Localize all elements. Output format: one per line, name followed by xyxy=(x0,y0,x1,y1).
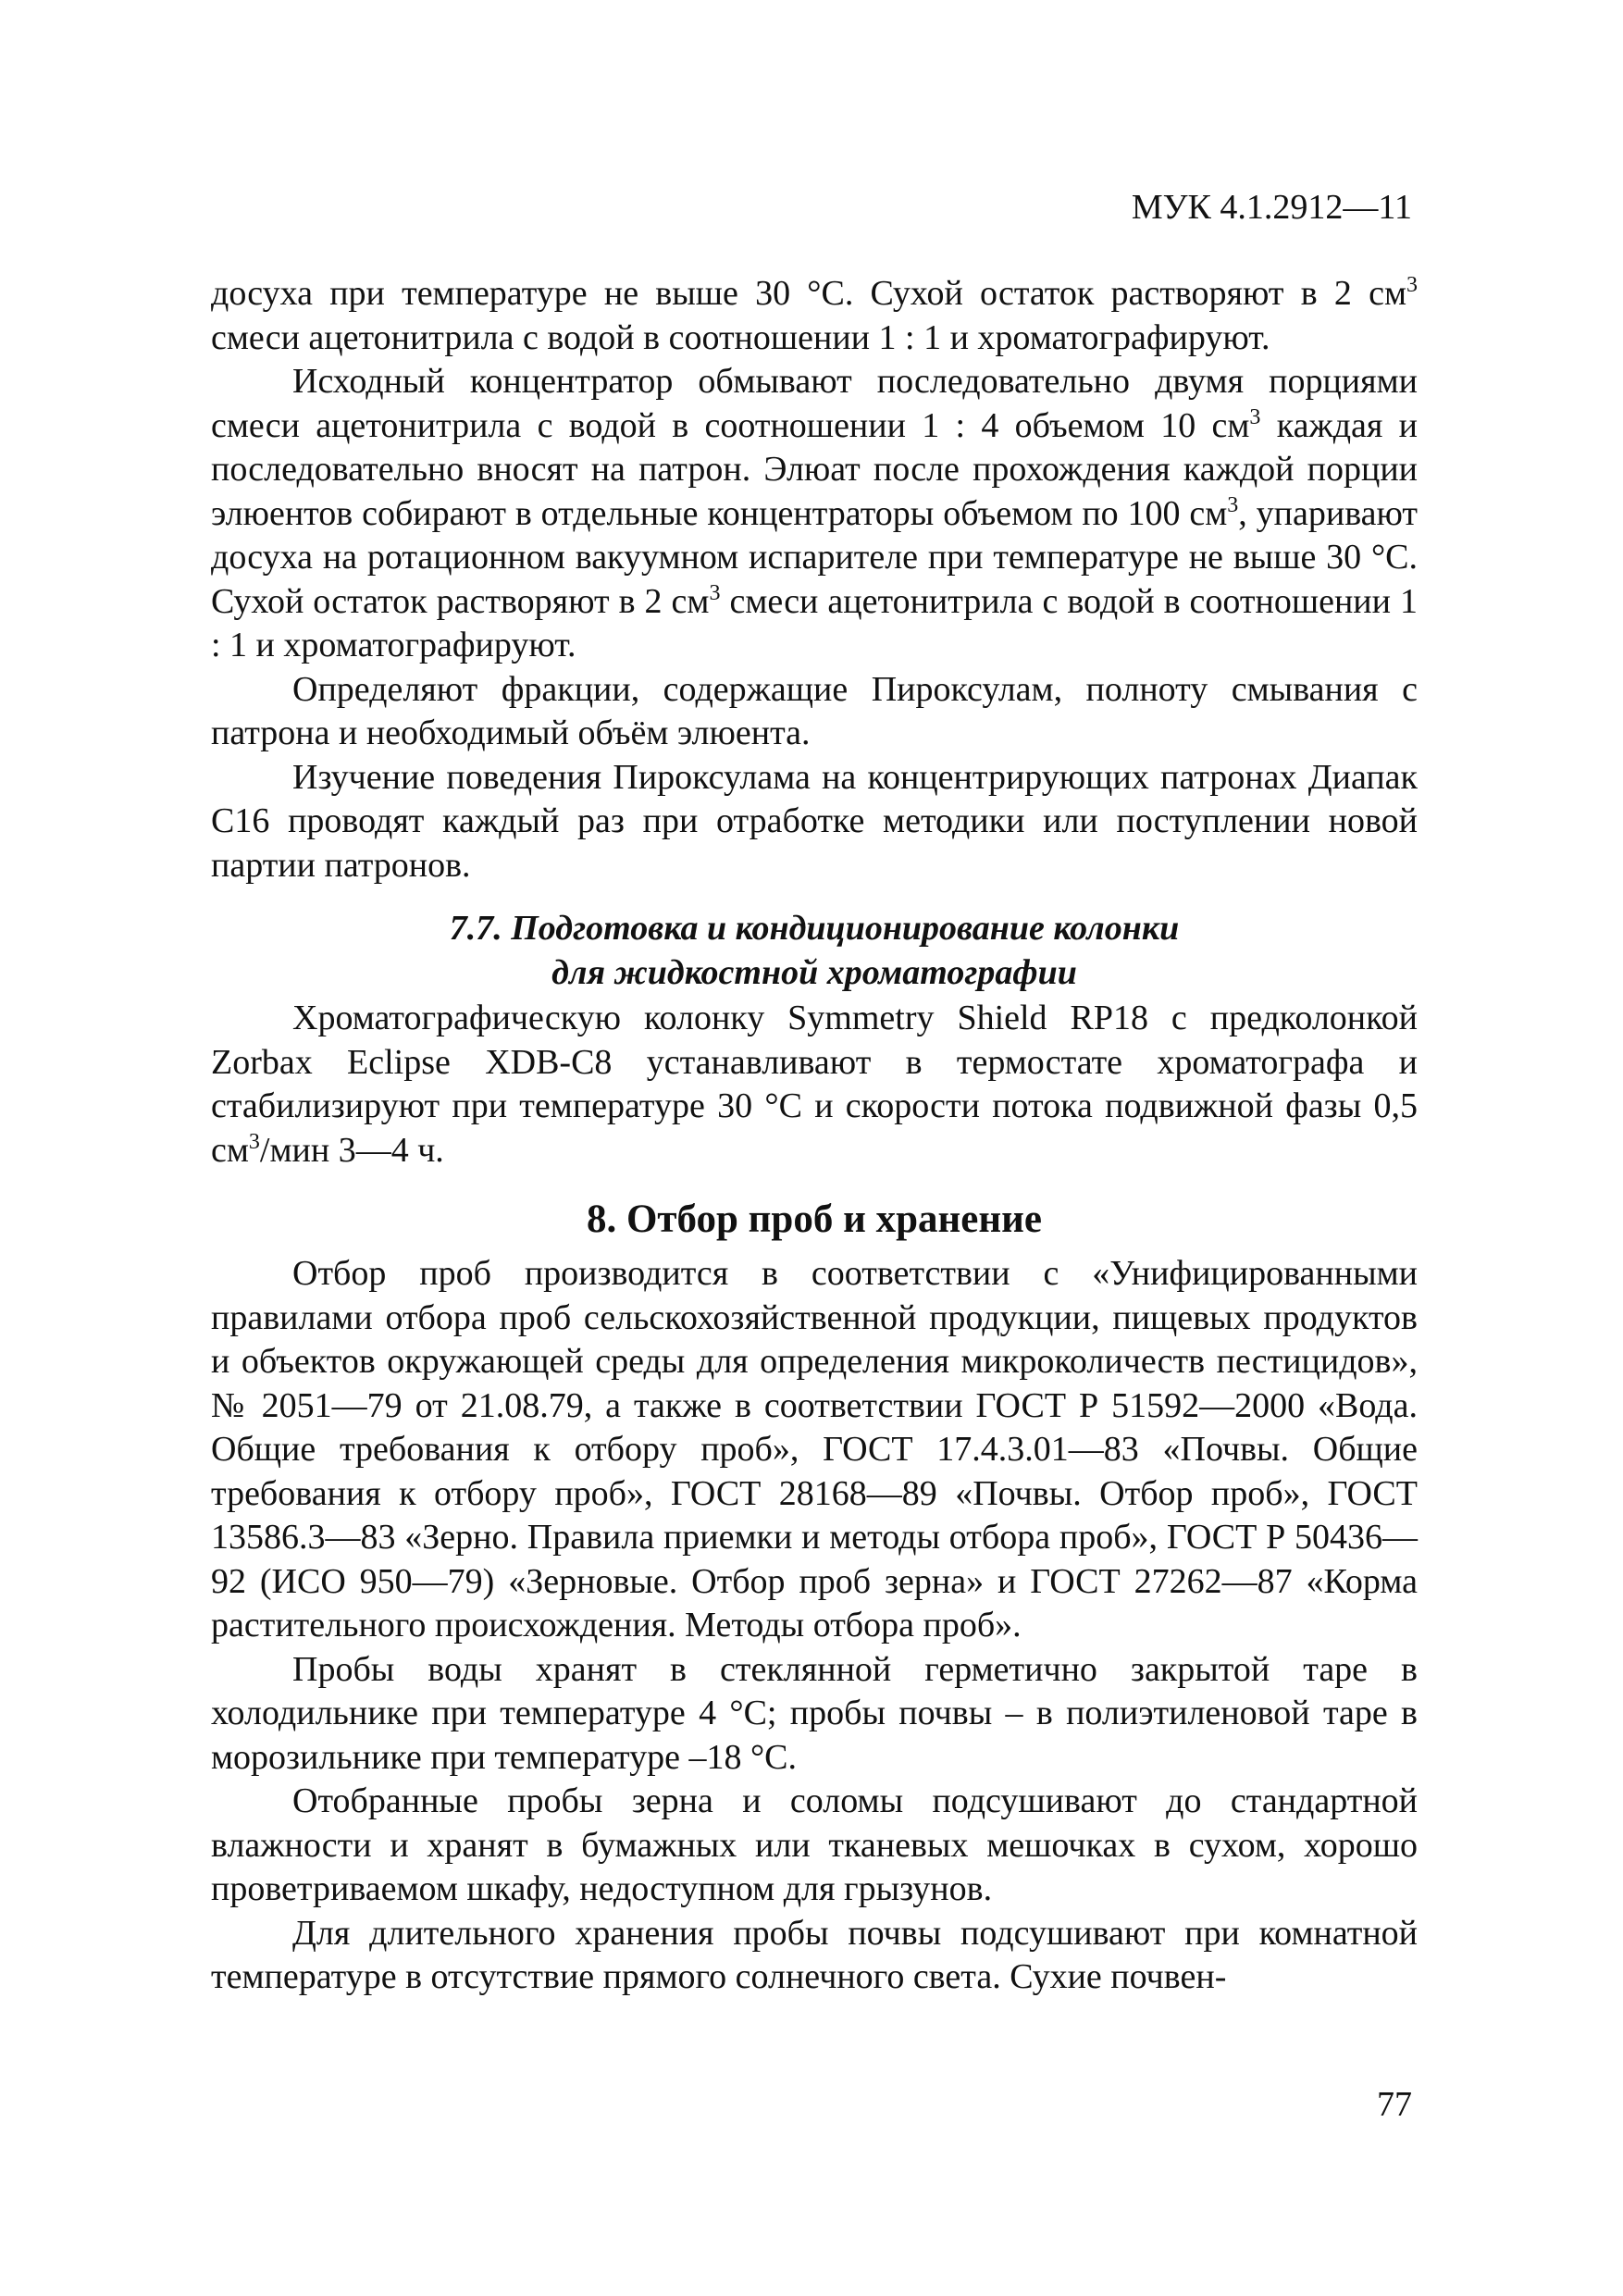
paragraph-long-term-storage: Для длительного хранения пробы почвы подсушивают при комнатной температуре в отсутствие прямого солнечного света. Сухие почвен- xyxy=(211,1913,1418,1996)
paragraph-text: смеси ацетонитрила с водой в соотношении 1 : 1 и хроматографируют. xyxy=(211,317,1270,357)
superscript: 3 xyxy=(1227,492,1239,517)
paragraph-water-soil-storage: Пробы воды хранят в стеклянной герметично закрытой таре в холодильнике при температуре 4 °С; пробы почвы – в полиэтиленовой таре в морозильнике при температуре –18 °С. xyxy=(211,1649,1418,1777)
subsection-title-line: для жидкостной хроматографии xyxy=(551,953,1077,992)
page-number: 77 xyxy=(1377,2085,1412,2124)
paragraph-column-setup xyxy=(211,997,1418,1173)
paragraph-text: смеси ацетонитрила с водой в соотношении 1 : 1 и хроматографируют. xyxy=(211,581,1418,664)
paragraph-sampling: Отбор проб производится в соответствии с «Унифицированными правилами отбора проб сельскохозяйственной продукции, пищевых продуктов и объектов окружающей среды для определения микроколичеств пестицидов», № 2051—79 от 21.08.79, а также в соответствии ГОСТ Р 51592—2000 «Вода. Общие требования к отбору проб», ГОСТ 17.4.3.01—83 «Почвы. Общие требования к отбору проб», ГОСТ 28168—89 «Почвы. Отбор проб», ГОСТ 13586.3—83 «Зерно. Правила приемки и методы отбора проб», ГОСТ Р 50436—92 (ИСО 950—79) «Зерновые. Отбор проб зерна» и ГОСТ 27262—87 «Корма растительного происхождения. Методы отбора проб». xyxy=(211,1254,1418,1644)
subsection-title-7-7 xyxy=(211,906,1418,995)
document-code-header: МУК 4.1.2912—11 xyxy=(1131,188,1412,227)
paragraph-continuation xyxy=(211,272,1418,360)
section-title-8: 8. Отбор проб и хранение xyxy=(586,1198,1043,1241)
paragraph-elution xyxy=(211,360,1418,668)
paragraph-cartridge-study: Изучение поведения Пироксулама на концентрирующих патронах Диапак С16 проводят каждый раз при отработке методики или поступлении новой партии патронов. xyxy=(211,757,1418,885)
subsection-title-line: 7.7. Подготовка и кондиционирование колонки xyxy=(449,909,1180,948)
superscript: 3 xyxy=(1249,404,1261,429)
superscript: 3 xyxy=(709,580,721,605)
paragraph-text: Исходный концентратор обмывают последовательно двумя порциями смеси ацетонитрила с водой в соотношении 1 : 4 объемом 10 см xyxy=(211,362,1418,445)
paragraph-fractions: Определяют фракции, содержащие Пироксулам, полноту смывания с патрона и необходимый объём элюента. xyxy=(211,669,1418,752)
superscript: 3 xyxy=(248,1129,260,1154)
page-body xyxy=(211,272,1418,2000)
paragraph-grain-storage: Отобранные пробы зерна и соломы подсушивают до стандартной влажности и хранят в бумажных или тканевых мешочках в сухом, хорошо проветриваемом шкафу, недоступном для грызунов. xyxy=(211,1781,1418,1908)
superscript: 3 xyxy=(1406,273,1418,297)
paragraph-text: досуха при температуре не выше 30 °С. Сухой остаток растворяют в 2 см xyxy=(211,274,1406,313)
paragraph-text: , упаривают досуха на ротационном вакуумном испарителе при температуре не выше 30 °С. Сухой остаток растворяют в 2 см xyxy=(211,493,1418,621)
paragraph-text: каждая и последовательно вносят на патрон. Элюат после прохождения каждой порции элюентов собирают в отдельные концентраторы объемом по 100 см xyxy=(211,405,1418,533)
paragraph-text: /мин 3—4 ч. xyxy=(259,1130,444,1170)
paragraph-text: Хроматографическую колонку Symmetry Shield RP18 с предколонкой Zorbax Eclipse XDB-C8 устанавливают в термостате хроматографа и стабилизируют при температуре 30 °С и скорости потока подвижной фазы 0,5 см xyxy=(211,999,1418,1170)
